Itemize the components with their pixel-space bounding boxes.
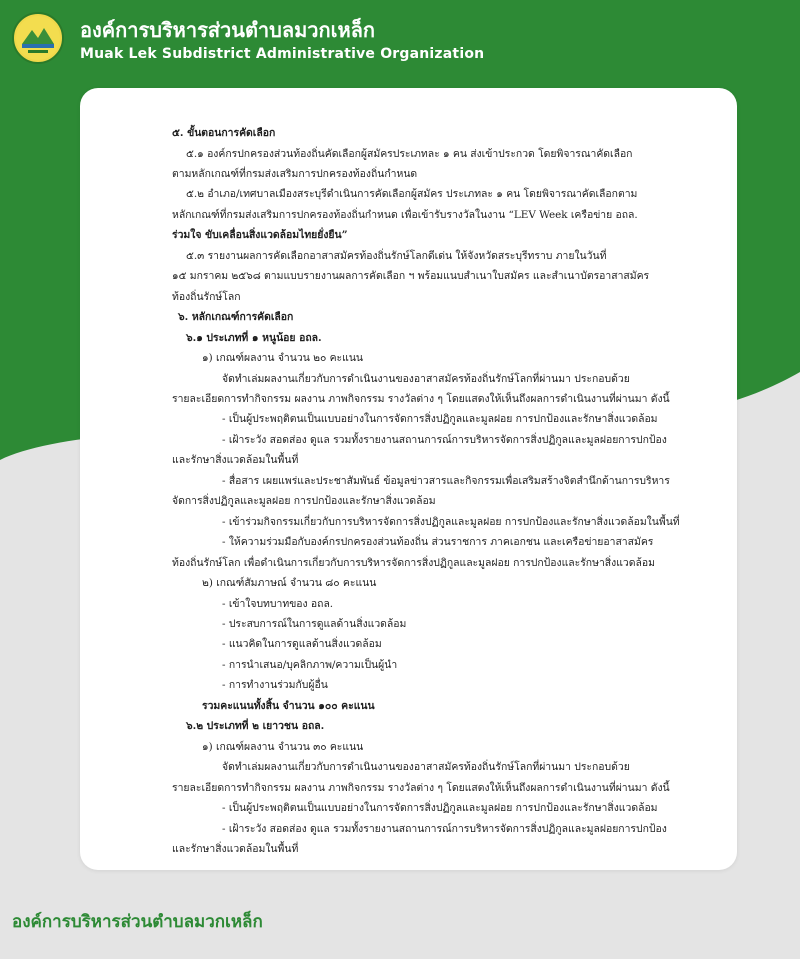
doc-line: และรักษาสิ่งแวดล้อมในพื้นที่ — [172, 843, 299, 855]
doc-line: รวมคะแนนทั้งสิ้น จำนวน ๑๐๐ คะแนน — [202, 699, 375, 712]
doc-line: ๑) เกณฑ์ผลงาน จำนวน ๓๐ คะแนน — [202, 740, 364, 753]
doc-line: จัดทำเล่มผลงานเกี่ยวกับการดำเนินงานของอาสาสมัครท้องถิ่นรักษ์โลกที่ผ่านมา ประกอบด้วย — [222, 761, 630, 774]
doc-line: - ประสบการณ์ในการดูแลด้านสิ่งแวดล้อม — [222, 618, 407, 630]
document-page — [172, 88, 717, 870]
doc-line: - การนำเสนอ/บุคลิกภาพ/ความเป็นผู้นำ — [222, 658, 398, 671]
doc-line: ๖. หลักเกณฑ์การคัดเลือก — [178, 311, 294, 324]
doc-line: ๖.๒ ประเภทที่ ๒ เยาวชน อถล. — [186, 720, 325, 733]
doc-line: - สื่อสาร เผยแพร่และประชาสัมพันธ์ ข้อมูลข่าวสารและกิจกรรมเพื่อเสริมสร้างจิตสำนึกด้านการบริหาร — [222, 474, 670, 487]
doc-line: ๖.๑ ประเภทที่ ๑ หนูน้อย อถล. — [186, 331, 322, 344]
doc-line: ๑๕ มกราคม ๒๕๖๘ ตามแบบรายงานผลการคัดเลือก ฯ พร้อมแนบสำเนาใบสมัคร และสำเนาบัตรอาสาสมัคร — [172, 270, 650, 283]
document-card — [80, 88, 737, 870]
doc-line: - เฝ้าระวัง สอดส่อง ดูแล รวมทั้งรายงานสถานการณ์การบริหารจัดการสิ่งปฏิกูลและมูลฝอยการปกป้อง — [222, 433, 667, 446]
doc-line: - ให้ความร่วมมือกับองค์กรปกครองส่วนท้องถิ่น ส่วนราชการ ภาคเอกชน และเครือข่ายอาสาสมัคร — [222, 536, 654, 549]
doc-line: - เป็นผู้ประพฤติตนเป็นแบบอย่างในการจัดการสิ่งปฏิกูลและมูลฝอย การปกป้องและรักษาสิ่งแวดล้อม — [222, 413, 658, 426]
doc-line: - เข้าใจบทบาทของ อถล. — [222, 597, 334, 610]
doc-line: - เป็นผู้ประพฤติตนเป็นแบบอย่างในการจัดการสิ่งปฏิกูลและมูลฝอย การปกป้องและรักษาสิ่งแวดล้อม — [222, 802, 658, 815]
doc-line: ๕.๒ อำเภอ/เทศบาลเมืองสระบุรีดำเนินการคัดเลือกผู้สมัคร ประเภทละ ๑ คน โดยพิจารณาคัดเลือกตาม — [186, 188, 638, 201]
doc-line: หลักเกณฑ์ที่กรมส่งเสริมการปกครองท้องถิ่นกำหนด เพื่อเข้ารับรางวัลในงาน “LEV Week เครือข่าย อถล. — [172, 208, 638, 221]
doc-line: ๕.๑ องค์กรปกครองส่วนท้องถิ่นคัดเลือกผู้สมัครประเภทละ ๑ คน ส่งเข้าประกวด โดยพิจารณาคัดเลือก — [186, 147, 633, 160]
doc-line: ท้องถิ่นรักษ์โลก — [172, 290, 241, 303]
doc-line: ๑) เกณฑ์ผลงาน จำนวน ๒๐ คะแนน — [202, 352, 364, 364]
doc-line: และรักษาสิ่งแวดล้อมในพื้นที่ — [172, 454, 299, 467]
doc-line: รายละเอียดการทำกิจกรรม ผลงาน ภาพกิจกรรม รางวัลต่าง ๆ โดยแสดงให้เห็นถึงผลการดำเนินงานที่ผ่านมา ดังนี้ — [172, 392, 670, 405]
doc-line: จัดการสิ่งปฏิกูลและมูลฝอย การปกป้องและรักษาสิ่งแวดล้อม — [172, 495, 436, 508]
doc-line: ๒) เกณฑ์สัมภาษณ์ จำนวน ๘๐ คะแนน — [202, 577, 377, 590]
header — [0, 0, 800, 82]
org-name-english: Muak Lek Subdistrict Administrative Organization — [80, 46, 485, 62]
doc-line: - เฝ้าระวัง สอดส่อง ดูแล รวมทั้งรายงานสถานการณ์การบริหารจัดการสิ่งปฏิกูลและมูลฝอยการปกป้อง — [222, 822, 667, 835]
org-name-thai: องค์การบริหารส่วนตำบลมวกเหล็ก — [80, 18, 376, 42]
doc-line: จัดทำเล่มผลงานเกี่ยวกับการดำเนินงานของอาสาสมัครท้องถิ่นรักษ์โลกที่ผ่านมา ประกอบด้วย — [222, 372, 630, 385]
doc-line: - เข้าร่วมกิจกรรมเกี่ยวกับการบริหารจัดการสิ่งปฏิกูลและมูลฝอย การปกป้องและรักษาสิ่งแวดล้อมในพื้นที่ — [222, 515, 680, 528]
doc-line: รายละเอียดการทำกิจกรรม ผลงาน ภาพกิจกรรม รางวัลต่าง ๆ โดยแสดงให้เห็นถึงผลการดำเนินงานที่ผ่านมา ดังนี้ — [172, 781, 670, 794]
doc-line: ร่วมใจ ขับเคลื่อนสิ่งแวดล้อมไทยยั่งยืน” — [172, 229, 348, 242]
doc-line: ท้องถิ่นรักษ์โลก เพื่อดำเนินการเกี่ยวกับการบริหารจัดการสิ่งปฏิกูลและมูลฝอย การปกป้องและรักษาสิ่งแวดล้อม — [172, 556, 655, 569]
doc-line: ตามหลักเกณฑ์ที่กรมส่งเสริมการปกครองท้องถิ่นกำหนด — [172, 167, 418, 180]
doc-line: ๕.๓ รายงานผลการคัดเลือกอาสาสมัครท้องถิ่นรักษ์โลกดีเด่น ให้จังหวัดสระบุรีทราบ ภายในวันที่ — [186, 249, 607, 262]
doc-line: - แนวคิดในการดูแลด้านสิ่งแวดล้อม — [222, 638, 382, 651]
doc-line: ๕. ขั้นตอนการคัดเลือก — [172, 127, 276, 139]
doc-line: - การทำงานร่วมกับผู้อื่น — [222, 679, 328, 692]
org-logo-icon — [12, 12, 64, 64]
footer-org-name: องค์การบริหารส่วนตำบลมวกเหล็ก — [12, 912, 263, 932]
